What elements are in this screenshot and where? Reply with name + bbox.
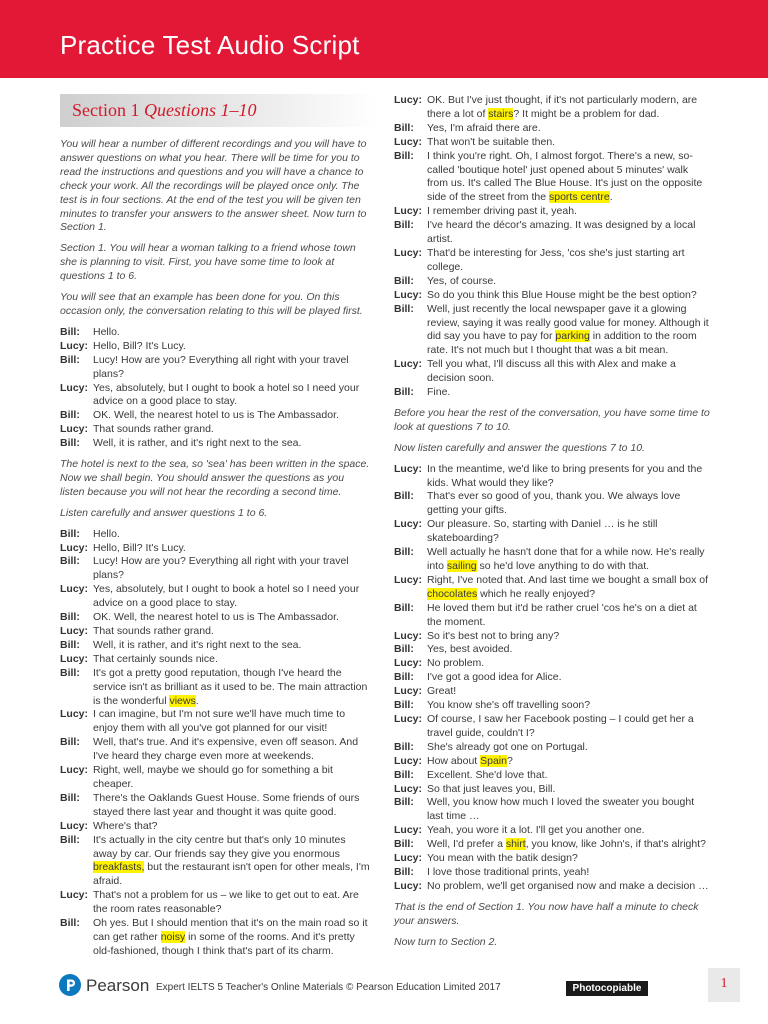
dialogue-text: Yeah, you wore it a lot. I'll get you another one.: [427, 824, 645, 837]
dialogue-line: [394, 275, 712, 289]
speaker-label: Bill:: [60, 791, 80, 804]
speaker-label: Bill:: [60, 833, 80, 846]
dialogue-line: [394, 824, 712, 838]
instructions-example-answer: The hotel is next to the sea, so 'sea' has been written in the space. Now we shall begin. You should answer the questions as you listen because you will not hear the recording a second time.: [60, 458, 370, 498]
dialogue-text: I've heard the décor's amazing. It was designed by a local artist.: [427, 219, 696, 246]
dialogue-line: [60, 792, 370, 820]
dialogue-line: [394, 602, 712, 630]
speaker-label: Bill:: [60, 527, 80, 540]
dialogue-text: Excellent. She'd love that.: [427, 768, 548, 781]
footer-copyright: Expert IELTS 5 Teacher's Online Materials © Pearson Education Limited 2017: [156, 982, 501, 993]
dialogue-text: Right, well, maybe we should go for something a bit cheaper.: [93, 764, 333, 790]
dialogue-line: [60, 653, 370, 667]
section-title-italic: Questions 1–10: [144, 100, 257, 120]
instructions-questions-7-10: Now listen carefully and answer the questions 7 to 10.: [394, 441, 645, 454]
dialogue-text: Hello, Bill? It's Lucy.: [93, 339, 186, 352]
dialogue-line: [394, 838, 712, 852]
dialogue-text-before: Well, just recently the local newspaper gave it a glowing review, saying it was really good value for money. Although it did say you have to pay for: [427, 302, 709, 343]
speaker-label: Lucy:: [394, 135, 423, 148]
dialogue-text: Tell you what, I'll discuss all this with Alex and make a decision soon.: [427, 358, 676, 385]
speaker-label: Bill:: [60, 353, 80, 366]
speaker-label: Bill:: [394, 796, 414, 809]
speaker-label: Lucy:: [60, 764, 89, 777]
dialogue-line: [394, 699, 712, 713]
dialogue-text: That certainly sounds nice.: [93, 652, 218, 665]
dialogue-line: [394, 94, 712, 122]
dialogue-line: [60, 917, 370, 959]
dialogue-line: [60, 555, 370, 583]
dialogue-text-after: .: [609, 191, 613, 204]
section-title: [72, 100, 257, 121]
highlighted-answer: parking: [555, 330, 590, 343]
dialogue-text: Our pleasure. So, starting with Daniel … is he still skateboarding?: [427, 518, 658, 545]
speaker-label: Bill:: [394, 740, 414, 753]
speaker-label: Bill:: [60, 666, 80, 679]
dialogue-text: [427, 94, 712, 122]
speaker-label: Bill:: [394, 546, 414, 559]
speaker-label: Lucy:: [394, 824, 423, 837]
speaker-label: Bill:: [60, 409, 80, 422]
speaker-label: Lucy:: [394, 518, 423, 531]
dialogue-text-after: ? It might be a problem for dad.: [513, 107, 660, 120]
dialogue-line: [394, 880, 712, 894]
instructions-end-section-1: That is the end of Section 1. You now have half a minute to check your answers.: [394, 900, 699, 927]
speaker-label: Bill:: [394, 490, 414, 503]
dialogue-block-questions-7-10: [394, 463, 712, 894]
highlighted-answer: sailing: [446, 560, 477, 572]
speaker-label: Lucy:: [394, 852, 423, 865]
dialogue-text: Where's that?: [93, 819, 158, 832]
dialogue-text: OK. Well, the nearest hotel to us is The Ambassador.: [93, 611, 339, 624]
dialogue-line: [394, 796, 712, 824]
dialogue-text: He loved them but it'd be rather cruel 'cos he's on a diet at the moment.: [427, 601, 697, 628]
dialogue-line: [394, 769, 712, 783]
speaker-label: Bill:: [60, 325, 80, 338]
dialogue-text: Lucy! How are you? Everything all right with your travel plans?: [93, 555, 349, 582]
dialogue-line: [394, 136, 712, 150]
dialogue-line: [394, 150, 712, 206]
dialogue-line: [394, 685, 712, 699]
dialogue-text: In the meantime, we'd like to bring presents for you and the kids. What would they like?: [427, 462, 703, 489]
speaker-label: Bill:: [394, 699, 414, 712]
dialogue-text: Yes, best avoided.: [427, 643, 513, 656]
dialogue-line: [394, 713, 712, 741]
dialogue-text: OK. Well, the nearest hotel to us is The Ambassador.: [93, 409, 339, 422]
dialogue-text: That'd be interesting for Jess, 'cos she's just starting art college.: [427, 246, 685, 273]
speaker-label: Bill:: [60, 555, 80, 568]
dialogue-text: That won't be suitable then.: [427, 135, 556, 148]
highlighted-answer: stairs: [488, 107, 514, 120]
section-heading-box: [60, 94, 378, 127]
speaker-label: Bill:: [60, 638, 80, 651]
dialogue-text: I can imagine, but I'm not sure we'll have much time to enjoy them with all you've got planned for our visit!: [93, 708, 346, 735]
page-title: Practice Test Audio Script: [60, 30, 360, 60]
dialogue-text: [93, 834, 370, 890]
dialogue-text: Well, you know how much I loved the sweater you bought last time …: [427, 796, 695, 823]
highlighted-answer: shirt: [505, 838, 526, 851]
dialogue-block-continued: [394, 94, 712, 400]
dialogue-line: [394, 866, 712, 880]
dialogue-line: [394, 546, 712, 574]
dialogue-line: [60, 583, 370, 611]
pearson-logo-icon: [59, 974, 81, 996]
dialogue-line: [60, 708, 370, 736]
dialogue-line: [60, 382, 370, 410]
dialogue-line: [60, 625, 370, 639]
dialogue-text: No problem.: [427, 657, 485, 670]
highlighted-answer: noisy: [160, 930, 186, 943]
dialogue-text: [427, 755, 712, 769]
speaker-label: Bill:: [60, 437, 80, 450]
highlighted-answer: breakfasts,: [93, 861, 145, 874]
dialogue-block-questions-1-6: [60, 528, 370, 959]
speaker-label: Bill:: [60, 917, 80, 930]
dialogue-text: I've got a good idea for Alice.: [427, 671, 562, 684]
speaker-label: Lucy:: [60, 423, 89, 436]
dialogue-line: [394, 574, 712, 602]
dialogue-text-after: which he really enjoyed?: [477, 587, 596, 600]
dialogue-text: Lucy! How are you? Everything all right with your travel plans?: [93, 353, 349, 380]
dialogue-text: That sounds rather grand.: [93, 625, 214, 637]
dialogue-text-after: so he'd love anything to do with that.: [476, 560, 650, 572]
dialogue-line: [394, 657, 712, 671]
dialogue-text-before: Right, I've noted that. And last time we bought a small box of: [427, 573, 708, 586]
dialogue-text-before: OK. But I've just thought, if it's not particularly modern, are there a lot of: [427, 94, 698, 120]
dialogue-text-before: Well actually he hasn't done that for a while now. He's really into: [427, 546, 705, 572]
dialogue-text-before: It's got a pretty good reputation, though I've heard the service isn't as brilliant as it used to be. The main attraction is the wonderful: [93, 666, 368, 707]
dialogue-line: [60, 340, 370, 354]
dialogue-text-after: ?: [506, 754, 513, 767]
dialogue-line: [394, 386, 712, 400]
speaker-label: Bill:: [394, 386, 414, 399]
speaker-label: Lucy:: [60, 652, 89, 665]
dialogue-line: [394, 630, 712, 644]
dialogue-text-before: I think you're right. Oh, I almost forgot. There's a new, so-called 'boutique hotel' just opened about 5 minutes' walk from us. It's called The Blue House. It's just on the opposite side of the street from the: [427, 149, 703, 204]
dialogue-text: She's already got one on Portugal.: [427, 740, 588, 753]
speaker-label: Bill:: [394, 601, 414, 614]
dialogue-text: No problem, we'll get organised now and make a decision …: [427, 879, 709, 892]
dialogue-text-after: in addition to the room rate. It's not much but I thought that was a bit mean.: [427, 330, 697, 357]
dialogue-text-before: How about: [427, 754, 481, 767]
instructions-section-1: Section 1. You will hear a woman talking to a friend whose town she is planning to visit. First, you have some time to look at questions 1 to 6.: [60, 242, 356, 283]
dialogue-line: [394, 518, 712, 546]
dialogue-text-before: Oh yes. But I should mention that it's on the main road so it can get rather: [93, 917, 368, 943]
dialogue-text: [427, 150, 712, 206]
dialogue-text: [427, 838, 712, 852]
speaker-label: Lucy:: [394, 288, 423, 301]
speaker-label: Bill:: [394, 838, 414, 851]
dialogue-line: [394, 671, 712, 685]
speaker-label: Bill:: [394, 219, 414, 232]
dialogue-line: [394, 643, 712, 657]
photocopiable-badge: Photocopiable: [566, 981, 648, 996]
dialogue-line: [60, 834, 370, 890]
highlighted-answer: sports centre: [548, 191, 610, 204]
dialogue-text: So it's best not to bring any?: [427, 629, 560, 642]
instructions-intro: You will hear a number of different recordings and you will have to answer questions on what you hear. There will be time for you to read the instructions and questions and you will have a chance to check your work. All the recordings will be played once only. The test is in four sections. At the end of the test you will be given ten minutes to transfer your answers to the answer sheet. Now turn to Section 1.: [60, 138, 367, 234]
speaker-label: Bill:: [394, 274, 414, 287]
dialogue-text-after: .: [195, 694, 199, 707]
dialogue-text-after: but the restaurant isn't open for other meals, I'm afraid.: [93, 861, 370, 888]
instructions-questions-1-6: Listen carefully and answer questions 1 to 6.: [60, 506, 268, 519]
speaker-label: Lucy:: [394, 685, 423, 698]
dialogue-text: Yes, I'm afraid there are.: [427, 121, 541, 134]
dialogue-line: [394, 755, 712, 769]
dialogue-line: [60, 354, 370, 382]
header-bar: [0, 0, 768, 78]
speaker-label: Bill:: [394, 671, 414, 684]
dialogue-text-before: It's actually in the city centre but that's only 10 minutes away by car. Our friends say they give you enormous: [93, 833, 346, 860]
dialogue-line: [60, 326, 370, 340]
dialogue-text: Well, that's true. And it's expensive, even off season. And I've heard they charge even more at weekends.: [93, 736, 359, 763]
speaker-label: Lucy:: [394, 712, 423, 725]
footer-brand: Pearson: [86, 976, 150, 995]
dialogue-text: Fine.: [427, 386, 451, 399]
dialogue-line: [60, 736, 370, 764]
dialogue-text: Yes, absolutely, but I ought to book a hotel so I need your advice on a good place to stay.: [93, 583, 360, 610]
dialogue-text: Yes, absolutely, but I ought to book a hotel so I need your advice on a good place to stay.: [93, 381, 360, 408]
instructions-before-7-10: Before you hear the rest of the conversation, you have some time to look at questions 7 to 10.: [394, 406, 710, 433]
dialogue-line: [60, 764, 370, 792]
dialogue-line: [394, 490, 712, 518]
dialogue-text: Yes, of course.: [427, 274, 497, 287]
speaker-label: Bill:: [394, 643, 414, 656]
dialogue-text: There's the Oaklands Guest House. Some friends of ours stayed there last year and thought it was quite good.: [93, 791, 360, 818]
dialogue-text: You mean with the batik design?: [427, 852, 578, 865]
speaker-label: Lucy:: [394, 754, 423, 767]
dialogue-text: [93, 917, 370, 959]
speaker-label: Bill:: [394, 149, 414, 162]
speaker-label: Lucy:: [60, 541, 89, 554]
dialogue-line: [394, 303, 712, 359]
speaker-label: Lucy:: [394, 358, 423, 371]
dialogue-text: I remember driving past it, yeah.: [427, 205, 577, 218]
dialogue-text: [427, 546, 712, 574]
highlighted-answer: Spain: [480, 754, 507, 767]
dialogue-text: That's ever so good of you, thank you. We always love getting your gifts.: [427, 490, 681, 517]
dialogue-text: So that just leaves you, Bill.: [427, 782, 556, 795]
dialogue-text: So do you think this Blue House might be the best option?: [427, 288, 697, 301]
speaker-label: Lucy:: [60, 625, 89, 637]
speaker-label: Bill:: [60, 611, 80, 624]
dialogue-text: I love those traditional prints, yeah!: [427, 865, 590, 878]
speaker-label: Bill:: [394, 768, 414, 781]
speaker-label: Lucy:: [394, 657, 423, 670]
speaker-label: Lucy:: [60, 381, 89, 394]
speaker-label: Lucy:: [394, 782, 423, 795]
speaker-label: Lucy:: [60, 708, 89, 721]
dialogue-line: [60, 611, 370, 625]
dialogue-line: [60, 820, 370, 834]
highlighted-answer: views: [169, 694, 196, 707]
dialogue-text: Hello.: [93, 527, 120, 540]
dialogue-text: [93, 667, 370, 709]
dialogue-text: That's not a problem for us – we like to get out to eat. Are the room rates reasonable?: [93, 889, 359, 916]
speaker-label: Bill:: [394, 121, 414, 134]
speaker-label: Lucy:: [394, 246, 423, 259]
dialogue-text: [427, 574, 712, 602]
dialogue-line: [60, 409, 370, 423]
dialogue-line: [60, 542, 370, 556]
dialogue-line: [60, 437, 370, 451]
speaker-label: Lucy:: [394, 879, 423, 892]
dialogue-line: [394, 219, 712, 247]
dialogue-text: [427, 303, 712, 359]
left-column: [60, 138, 370, 959]
speaker-label: Lucy:: [60, 339, 89, 352]
speaker-label: Lucy:: [394, 205, 423, 218]
dialogue-line: [394, 247, 712, 275]
page-number-box: [708, 968, 740, 1002]
highlighted-answer: chocolates: [427, 587, 478, 600]
dialogue-text-after: in some of the rooms. And it's pretty old-fashioned, though I think that's part of its charm.: [93, 930, 355, 957]
speaker-label: Lucy:: [60, 583, 89, 596]
right-column: [394, 94, 712, 956]
dialogue-text: You know she's off travelling soon?: [427, 699, 591, 712]
speaker-label: Lucy:: [60, 819, 89, 832]
instructions-turn-section-2: Now turn to Section 2.: [394, 935, 498, 948]
instructions-example: You will see that an example has been done for you. On this occasion only, the conversation relating to this will be played first.: [60, 291, 363, 317]
dialogue-line: [394, 852, 712, 866]
dialogue-block-example: [60, 326, 370, 451]
dialogue-line: [394, 289, 712, 303]
dialogue-line: [394, 205, 712, 219]
dialogue-text: That sounds rather grand.: [93, 423, 214, 436]
dialogue-line: [60, 667, 370, 709]
dialogue-text-before: Well, I'd prefer a: [427, 838, 506, 851]
speaker-label: Lucy:: [394, 462, 423, 475]
dialogue-text: Well, it is rather, and it's right next to the sea.: [93, 638, 302, 651]
speaker-label: Bill:: [60, 736, 80, 749]
section-title-plain: Section 1: [72, 100, 140, 120]
speaker-label: Lucy:: [394, 629, 423, 642]
dialogue-text: Well, it is rather, and it's right next to the sea.: [93, 437, 302, 450]
dialogue-line: [394, 358, 712, 386]
dialogue-line: [394, 463, 712, 491]
dialogue-line: [60, 528, 370, 542]
dialogue-line: [394, 741, 712, 755]
dialogue-line: [394, 122, 712, 136]
dialogue-line: [60, 423, 370, 437]
dialogue-text: Hello, Bill? It's Lucy.: [93, 541, 186, 554]
speaker-label: Lucy:: [394, 94, 423, 106]
dialogue-line: [394, 783, 712, 797]
dialogue-line: [60, 889, 370, 917]
dialogue-text: Of course, I saw her Facebook posting – I could get her a travel guide, couldn't I?: [427, 712, 694, 739]
page-number: 1: [720, 976, 728, 991]
speaker-label: Lucy:: [394, 573, 423, 586]
dialogue-text: Great!: [427, 685, 457, 698]
dialogue-line: [60, 639, 370, 653]
speaker-label: Bill:: [394, 302, 414, 315]
speaker-label: Lucy:: [60, 889, 89, 902]
dialogue-text: Hello.: [93, 325, 120, 338]
speaker-label: Bill:: [394, 865, 414, 878]
dialogue-text-after: , you know, like John's, if that's alright?: [525, 838, 706, 851]
